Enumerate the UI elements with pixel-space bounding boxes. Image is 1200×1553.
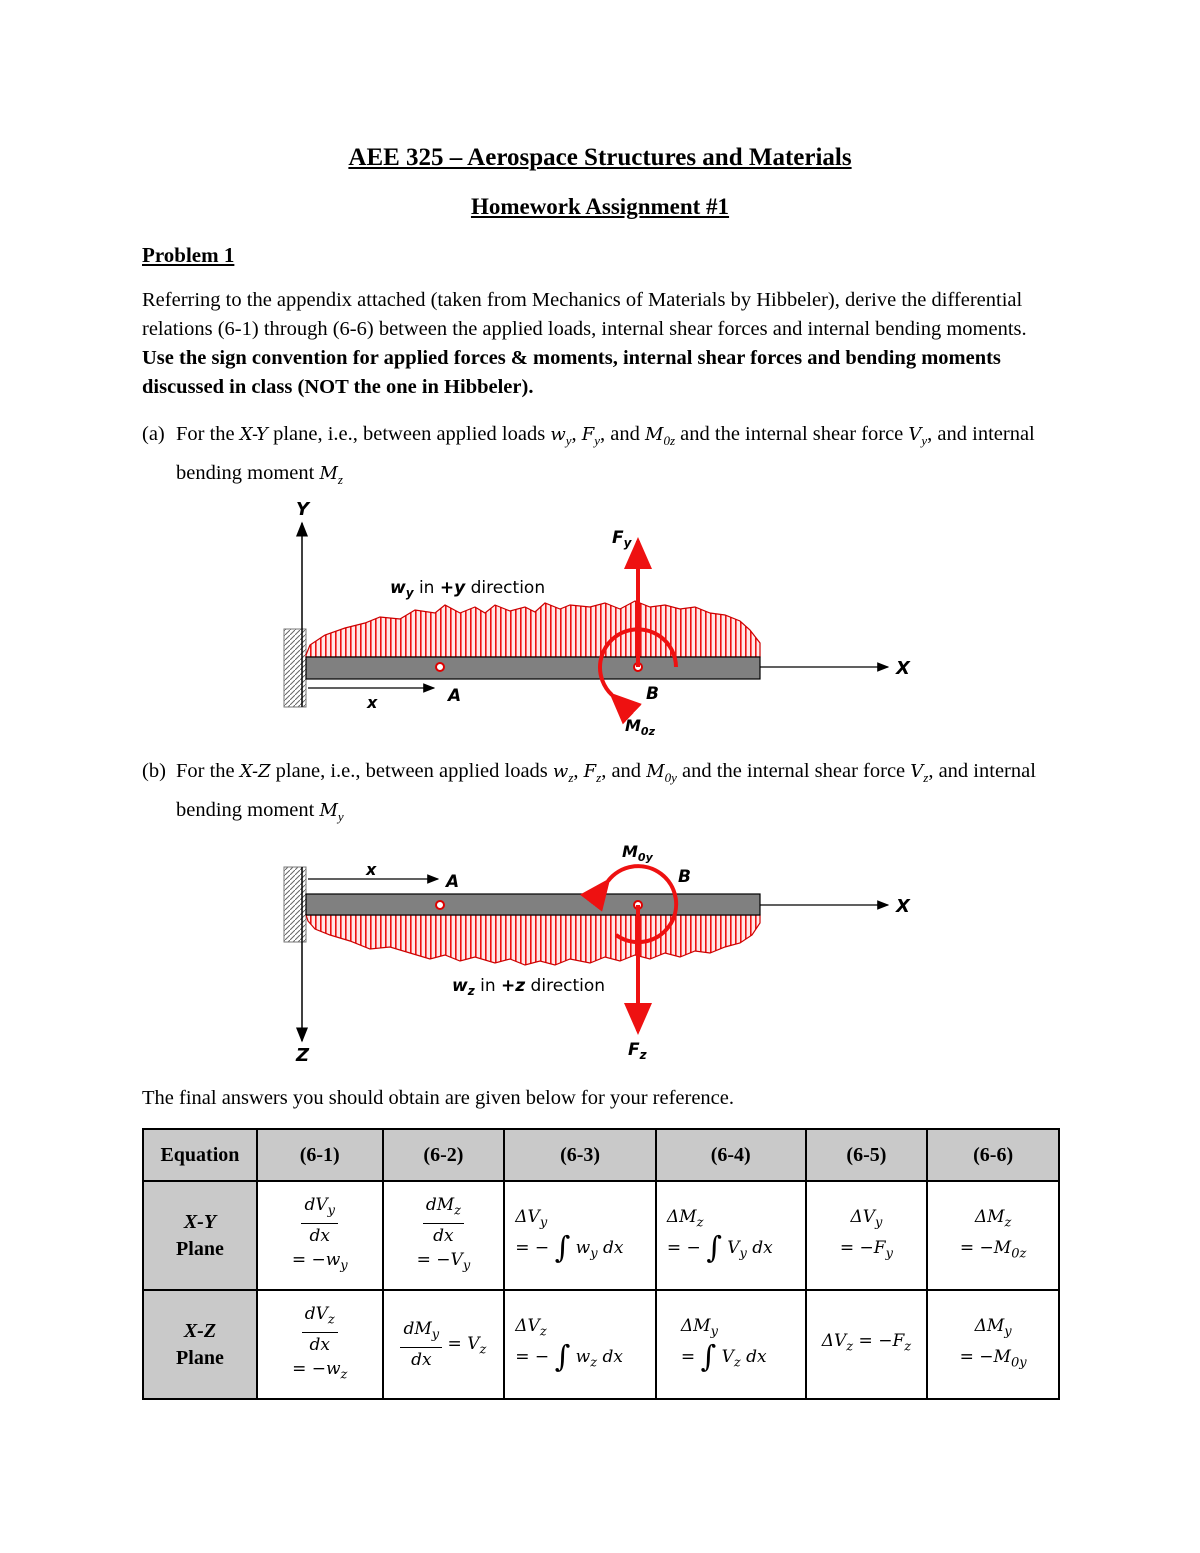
eq-xy-6-6 — [927, 1181, 1059, 1290]
eq-xy-6-2 — [383, 1181, 505, 1290]
moment-m0y-sub: 0y — [637, 851, 653, 864]
part-a-t2: plane, i.e., between applied loads — [267, 423, 551, 445]
part-b-load1-sub: z — [568, 770, 574, 786]
part-b-plane: X-Z — [239, 761, 271, 782]
eq-xy-6-4 — [656, 1181, 806, 1290]
part-b-t2: plane, i.e., between applied loads — [270, 760, 553, 782]
eq-xy-6-3-dx: dx — [597, 1237, 624, 1258]
eq-xy-6-3 — [504, 1181, 656, 1290]
eq-xz-6-3 — [504, 1290, 656, 1399]
eq-xz-6-4-lhs-sub: y — [710, 1324, 718, 1340]
integral-icon: ∫ — [706, 1230, 722, 1265]
eq-xz-6-4-f: V — [721, 1346, 734, 1367]
eq-xy-6-5-rhs: = −F — [839, 1237, 886, 1258]
part-b-t3: , — [573, 760, 584, 782]
part-a-plane: X-Y — [239, 424, 268, 445]
moment-m0y-label — [622, 842, 654, 864]
course-title: AEE 325 – Aerospace Structures and Materials — [348, 144, 852, 171]
load-wy-dir: +y — [439, 578, 466, 598]
part-a-label: (a) — [142, 423, 165, 445]
part-a-moment: M — [319, 463, 338, 485]
eq-xz-6-5-lhs-sub: z — [846, 1339, 854, 1355]
load-wz-word: direction — [525, 976, 606, 996]
x-dimension-label: x — [367, 693, 378, 712]
x-axis-label: X — [896, 658, 910, 679]
distributed-load-wz — [306, 915, 760, 965]
part-b-load3-sub: 0y — [664, 770, 677, 786]
header-6-2: (6-2) — [383, 1129, 505, 1181]
beam — [306, 657, 760, 679]
problem-intro — [142, 286, 1062, 402]
eq-xz-6-6-lhs: ΔM — [974, 1316, 1005, 1337]
eq-xz-6-2-num: dM — [403, 1318, 432, 1339]
eq-xy-6-5-lhs-sub: y — [875, 1215, 883, 1231]
header-6-3: (6-3) — [504, 1129, 656, 1181]
eq-xz-6-3-f-sub: z — [590, 1354, 598, 1370]
eq-xz-6-1-num: dV — [304, 1303, 328, 1324]
part-a-t5: and the internal shear force — [675, 423, 909, 445]
eq-xz-6-3-eq: = − — [515, 1346, 550, 1367]
integral-icon: ∫ — [554, 1230, 571, 1265]
eq-xy-6-2-rhs: = −V — [416, 1250, 463, 1270]
load-wz-dir: +z — [501, 976, 526, 996]
row-xy-label-2: Plane — [176, 1237, 224, 1260]
load-wy-word: direction — [465, 578, 546, 598]
part-b-shear-sub: z — [923, 770, 929, 786]
header-6-6: (6-6) — [927, 1129, 1059, 1181]
eq-xy-6-6-rhs: = −M — [959, 1237, 1012, 1258]
eq-xz-6-6-lhs-sub: y — [1004, 1324, 1012, 1340]
eq-xz-6-4 — [656, 1290, 806, 1399]
eq-xy-6-1 — [257, 1181, 383, 1290]
eq-xz-6-2-rhs-sub: z — [479, 1342, 487, 1358]
part-a-t6: , and internal bending moment — [176, 423, 1035, 485]
part-a-load1: w — [550, 424, 566, 445]
force-fy-sub: y — [623, 536, 632, 550]
force-fy-letter: F — [612, 528, 624, 548]
moment-m0z-sub: 0z — [640, 725, 655, 738]
load-wz-letter: w — [452, 976, 468, 996]
eq-xz-6-3-f: w — [575, 1346, 591, 1367]
force-fy-label — [612, 528, 633, 550]
eq-xz-6-5-rhs-sub: z — [904, 1339, 912, 1355]
eq-xz-6-5 — [806, 1290, 928, 1399]
header-6-5: (6-5) — [806, 1129, 928, 1181]
eq-xz-6-4-lhs: ΔM — [680, 1316, 711, 1337]
eq-xy-6-4-dx: dx — [746, 1237, 773, 1258]
eq-xz-6-1 — [257, 1290, 383, 1399]
distributed-load-wy — [306, 601, 760, 657]
part-b-t4: , and — [601, 760, 647, 782]
point-a-marker — [436, 663, 444, 671]
part-b-load2-sub: z — [596, 770, 602, 786]
table-header-row — [143, 1129, 1059, 1181]
load-wz-label — [452, 976, 605, 998]
part-b-moment: M — [319, 800, 338, 822]
part-a-t4: , and — [600, 423, 646, 445]
x-axis-label: X — [896, 896, 910, 917]
eq-xy-6-6-lhs-sub: z — [1004, 1215, 1012, 1231]
eq-xz-6-4-dx: dx — [740, 1346, 767, 1367]
eq-xz-6-2-den: dx — [411, 1350, 432, 1371]
eq-xy-6-1-rhs: = −w — [291, 1250, 341, 1270]
reference-text: The final answers you should obtain are given below for your reference. — [142, 1087, 735, 1109]
eq-xy-6-3-f: w — [575, 1237, 591, 1258]
part-b-load3: M — [646, 761, 665, 782]
point-b-label: B — [678, 867, 691, 887]
moment-m0z-label — [625, 716, 656, 738]
eq-xy-6-4-lhs-sub: z — [696, 1215, 704, 1231]
eq-xz-6-3-lhs: ΔV — [515, 1316, 540, 1337]
intro-bold: Use the sign convention for applied forces & moments, internal shear forces and bending moments discussed in class (NOT the one in Hibbeler). — [142, 347, 1001, 398]
point-a-label: A — [446, 872, 460, 892]
part-b-text — [176, 755, 1076, 833]
eq-xz-6-1-den: dx — [309, 1335, 330, 1355]
assignment-title: Homework Assignment #1 — [470, 194, 730, 219]
eq-xz-6-2-rhs: = V — [442, 1334, 480, 1354]
load-wy-label — [390, 578, 545, 600]
part-b-load2: F — [583, 761, 597, 782]
eq-xz-6-1-rhs: = −w — [292, 1359, 341, 1379]
force-fz-sub: z — [639, 1048, 647, 1062]
part-a-load3: M — [645, 424, 664, 445]
answer-table — [142, 1128, 1060, 1400]
row-xz-label-2: Plane — [176, 1346, 224, 1369]
part-b-t5: and the internal shear force — [676, 760, 911, 782]
part-b-t6: , and internal bending moment — [176, 760, 1036, 822]
part-a-load1-sub: y — [565, 433, 572, 449]
integral-icon: ∫ — [700, 1339, 717, 1374]
eq-xz-6-2 — [383, 1290, 505, 1399]
eq-xz-6-4-f-sub: z — [733, 1354, 741, 1370]
part-a-load2-sub: y — [594, 433, 601, 449]
eq-xy-6-2-rhs-sub: y — [462, 1258, 471, 1274]
problem-heading: Problem 1 — [142, 243, 235, 267]
eq-xz-6-3-dx: dx — [597, 1346, 623, 1367]
eq-xy-6-5-rhs-sub: y — [885, 1245, 893, 1261]
row-xy-label — [143, 1181, 257, 1290]
eq-xy-6-2-num-sub: z — [454, 1203, 461, 1218]
eq-xy-6-4-eq: = − — [666, 1237, 701, 1258]
eq-xy-6-2-num: dM — [425, 1194, 455, 1215]
part-a-t1: For the — [176, 423, 240, 445]
eq-xy-6-3-eq: = − — [515, 1237, 550, 1258]
load-wy-in: in — [413, 578, 440, 598]
eq-xy-6-4-lhs: ΔM — [666, 1207, 697, 1228]
eq-xy-6-1-num: dV — [304, 1194, 328, 1215]
figure-xz-plane — [270, 835, 930, 1070]
eq-xy-6-3-f-sub: y — [590, 1245, 598, 1261]
force-fz-letter: F — [628, 1040, 640, 1060]
load-wy-letter: w — [390, 578, 406, 598]
part-b-moment-sub: y — [337, 809, 344, 825]
intro-normal: Referring to the appendix attached (taken from Mechanics of Materials by Hibbeler), derive the differential relations (6-1) through (6-6) between the applied loads, internal shear forces and internal bending moments. — [142, 289, 1027, 340]
part-b-shear: V — [910, 761, 924, 782]
part-a-shear-sub: y — [921, 433, 928, 449]
eq-xy-6-1-den: dx — [309, 1226, 330, 1246]
integral-icon: ∫ — [554, 1339, 571, 1374]
load-wy-sub: y — [405, 586, 414, 600]
eq-xy-6-3-lhs-sub: y — [539, 1215, 548, 1231]
load-wz-in: in — [474, 976, 502, 996]
row-xz-label-1: X-Z — [183, 1319, 217, 1342]
eq-xy-6-3-lhs: ΔV — [515, 1207, 540, 1228]
eq-xz-6-4-eq: = — [680, 1346, 701, 1367]
part-a-load3-sub: 0z — [663, 433, 676, 449]
eq-xz-6-2-num-sub: y — [431, 1327, 440, 1343]
part-a-text — [176, 418, 1076, 496]
eq-xy-6-2-den: dx — [433, 1226, 454, 1246]
eq-xy-6-6-lhs: ΔM — [974, 1207, 1005, 1228]
figure-xy-plane — [270, 495, 930, 745]
header-6-1: (6-1) — [257, 1129, 383, 1181]
header-6-4: (6-4) — [656, 1129, 806, 1181]
eq-xz-6-3-lhs-sub: z — [539, 1324, 547, 1340]
part-a-load2: F — [581, 424, 595, 445]
beam — [306, 894, 760, 915]
eq-xz-6-6-rhs: = −M — [959, 1346, 1011, 1367]
y-axis-label: Y — [296, 499, 310, 520]
force-fz-label — [628, 1040, 648, 1062]
row-xy-label-1: X-Y — [183, 1210, 217, 1233]
table-row-xz — [143, 1290, 1059, 1399]
z-axis-label: Z — [296, 1045, 310, 1066]
eq-xy-6-1-num-sub: y — [327, 1203, 335, 1218]
eq-xz-6-5-lhs: ΔV — [821, 1331, 847, 1352]
part-b-t1: For the — [176, 760, 240, 782]
eq-xz-6-5-rhs: = −F — [853, 1331, 905, 1352]
eq-xy-6-1-rhs-sub: y — [340, 1258, 348, 1274]
point-a-label: A — [448, 686, 462, 706]
eq-xy-6-4-f: V — [727, 1237, 740, 1258]
eq-xz-6-1-rhs-sub: z — [340, 1367, 348, 1383]
eq-xy-6-5 — [806, 1181, 928, 1290]
eq-xy-6-6-rhs-sub: 0z — [1011, 1245, 1027, 1261]
table-row-xy — [143, 1181, 1059, 1290]
header-equation: Equation — [143, 1129, 257, 1181]
eq-xz-6-6-rhs-sub: 0y — [1010, 1354, 1027, 1370]
eq-xy-6-5-lhs: ΔV — [850, 1207, 876, 1228]
row-xz-label — [143, 1290, 257, 1399]
eq-xy-6-4-f-sub: y — [739, 1245, 747, 1261]
part-a-moment-sub: z — [337, 472, 343, 488]
moment-m0z-letter: M — [625, 716, 641, 735]
point-b-label: B — [646, 684, 659, 704]
eq-xz-6-6 — [927, 1290, 1059, 1399]
part-b-load1: w — [552, 761, 569, 782]
x-dimension-label: x — [366, 860, 377, 879]
point-a-marker — [436, 901, 444, 909]
part-a-t3: , — [571, 423, 582, 445]
part-b-label: (b) — [142, 760, 166, 782]
load-wz-sub: z — [467, 984, 475, 998]
part-a-shear: V — [908, 424, 922, 445]
eq-xz-6-1-num-sub: z — [327, 1312, 335, 1327]
moment-m0y-letter: M — [622, 842, 638, 861]
